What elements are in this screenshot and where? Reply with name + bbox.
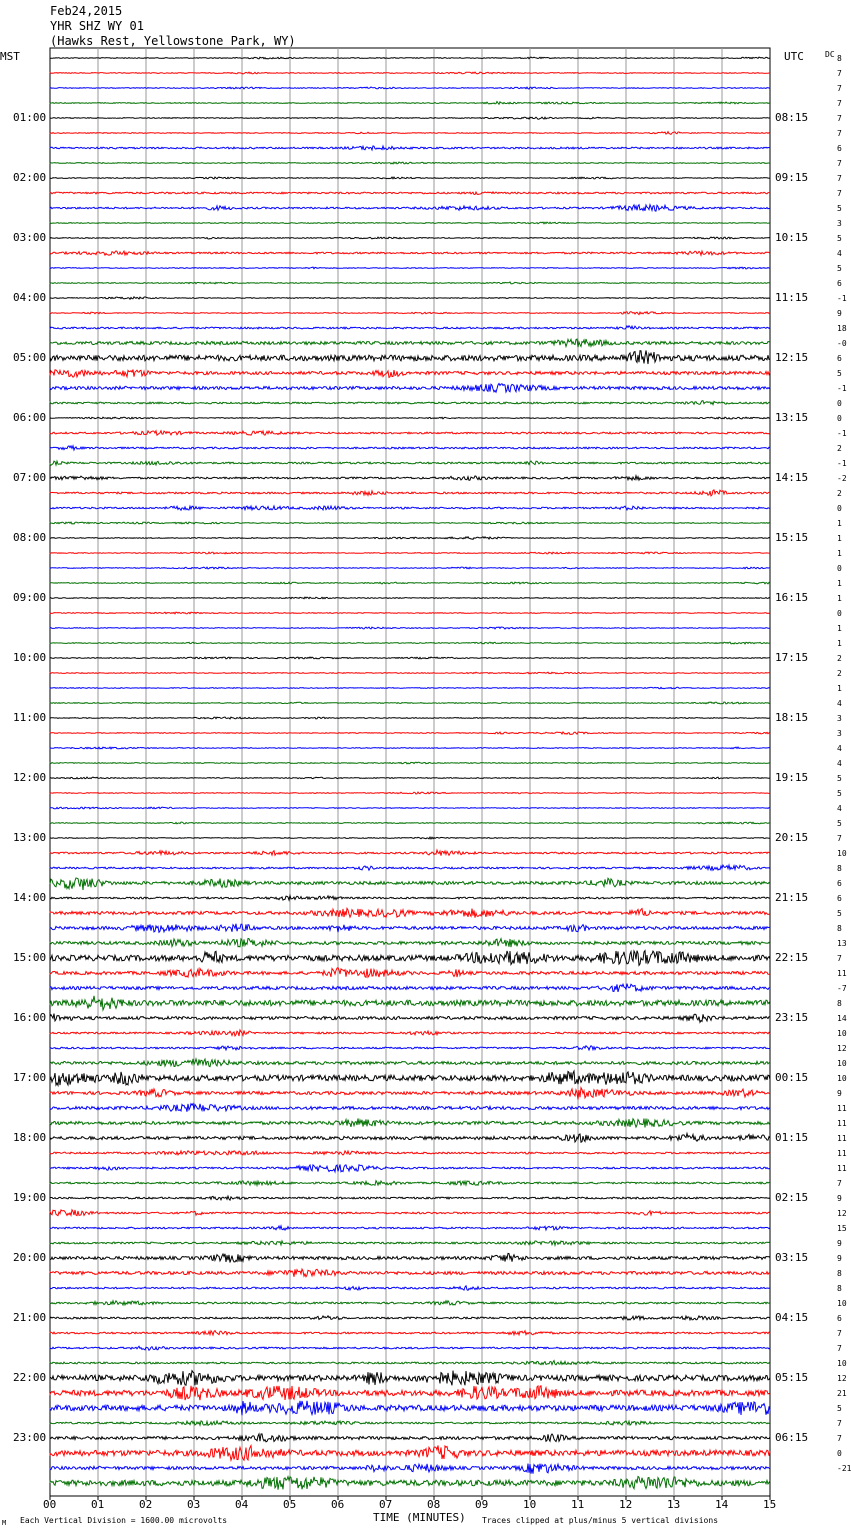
seismic-trace xyxy=(50,251,770,255)
utc-hour-label: 06:15 xyxy=(775,1431,809,1444)
utc-hour-label: 09:15 xyxy=(775,171,809,184)
dc-offset-value: 7 xyxy=(837,84,842,93)
seismic-trace xyxy=(50,747,770,749)
dc-offset-value: 11 xyxy=(837,1104,847,1113)
dc-offset-value: 1 xyxy=(837,684,842,693)
dc-offset-value: 0 xyxy=(837,609,842,618)
dc-offset-value: 7 xyxy=(837,1329,842,1338)
dc-offset-value: 7 xyxy=(837,834,842,843)
seismic-trace xyxy=(50,237,770,239)
seismic-trace xyxy=(50,732,770,735)
dc-offset-value: 0 xyxy=(837,504,842,513)
utc-hour-label: 01:15 xyxy=(775,1131,809,1144)
dc-offset-value: 5 xyxy=(837,1404,842,1413)
x-tick-label: 10 xyxy=(523,1498,537,1511)
seismic-trace xyxy=(50,177,770,179)
dc-offset-value: 7 xyxy=(837,189,842,198)
seismic-trace xyxy=(50,657,770,659)
seismic-trace xyxy=(50,1464,770,1474)
dc-offset-value: 7 xyxy=(837,1179,842,1188)
dc-offset-value: 5 xyxy=(837,819,842,828)
dc-offset-value: 11 xyxy=(837,1119,847,1128)
dc-offset-value: 15 xyxy=(837,1224,847,1233)
utc-hour-label: 21:15 xyxy=(775,891,809,904)
dc-offset-value: 7 xyxy=(837,129,842,138)
seismic-trace xyxy=(50,777,770,779)
utc-hour-label: 10:15 xyxy=(775,231,809,244)
dc-offset-value: 1 xyxy=(837,639,842,648)
seismic-trace xyxy=(50,1241,770,1245)
seismic-trace xyxy=(50,1446,770,1461)
dc-offset-value: 1 xyxy=(837,624,842,633)
seismic-trace xyxy=(50,72,770,74)
mst-hour-label: 10:00 xyxy=(13,651,47,664)
dc-offset-value: 0 xyxy=(837,564,842,573)
dc-offset-value: 11 xyxy=(837,1164,847,1173)
seismic-trace xyxy=(50,865,770,870)
seismic-trace xyxy=(50,522,770,524)
x-tick-label: 15 xyxy=(763,1498,777,1511)
dc-offset-value: 6 xyxy=(837,879,842,888)
seismic-trace xyxy=(50,267,770,269)
utc-hour-label: 08:15 xyxy=(775,111,809,124)
dc-offset-value: 6 xyxy=(837,894,842,903)
utc-hour-label: 02:15 xyxy=(775,1191,809,1204)
dc-offset-value: 3 xyxy=(837,219,842,228)
seismic-trace xyxy=(50,1134,770,1143)
seismic-trace xyxy=(50,924,770,933)
x-tick-label: 14 xyxy=(715,1498,729,1511)
seismic-trace xyxy=(50,326,770,329)
utc-hour-label: 15:15 xyxy=(775,531,809,544)
dc-offset-value: 5 xyxy=(837,264,842,273)
seismic-trace xyxy=(50,87,770,89)
seismic-trace xyxy=(50,431,770,435)
utc-hour-label: 18:15 xyxy=(775,711,809,724)
seismic-trace xyxy=(50,1088,770,1100)
station-location: (Hawks Rest, Yellowstone Park, WY) xyxy=(50,34,296,48)
dc-offset-value: 7 xyxy=(837,1434,842,1443)
seismic-trace xyxy=(50,582,770,584)
seismic-trace xyxy=(50,1181,770,1186)
dc-offset-value: 11 xyxy=(837,969,847,978)
seismic-trace xyxy=(50,1071,770,1085)
seismic-trace xyxy=(50,1286,770,1291)
mst-hour-label: 23:00 xyxy=(13,1431,47,1444)
dc-offset-value: 2 xyxy=(837,654,842,663)
seismic-trace xyxy=(50,351,770,365)
seismic-trace xyxy=(50,822,770,824)
seismic-trace xyxy=(50,1210,770,1216)
scale-note: Each Vertical Division = 1600.00 microvolts xyxy=(20,1516,228,1525)
utc-hour-label: 16:15 xyxy=(775,591,809,604)
dc-offset-value: -2 xyxy=(837,474,847,483)
dc-offset-value: 10 xyxy=(837,1074,847,1083)
seismic-trace xyxy=(50,627,770,629)
utc-hour-label: 11:15 xyxy=(775,291,809,304)
dc-offset-value: 10 xyxy=(837,1029,847,1038)
dc-offset-value: 8 xyxy=(837,54,842,63)
dc-offset-value: 1 xyxy=(837,534,842,543)
dc-offset-value: 10 xyxy=(837,1359,847,1368)
seismic-trace xyxy=(50,984,770,992)
dc-offset-value: 5 xyxy=(837,234,842,243)
dc-offset-value: 8 xyxy=(837,1269,842,1278)
seismic-trace xyxy=(50,417,770,419)
mst-hour-label: 13:00 xyxy=(13,831,47,844)
x-tick-label: 12 xyxy=(619,1498,633,1511)
seismic-trace xyxy=(50,192,770,195)
dc-offset-value: 4 xyxy=(837,744,842,753)
dc-offset-value: 5 xyxy=(837,369,842,378)
x-tick-label: 08 xyxy=(427,1498,441,1511)
seismic-trace xyxy=(50,1196,770,1200)
dc-offset-value: 10 xyxy=(837,849,847,858)
utc-hour-label: 22:15 xyxy=(775,951,809,964)
dc-offset-value: 8 xyxy=(837,1284,842,1293)
dc-offset-value: 5 xyxy=(837,774,842,783)
mst-hour-label: 22:00 xyxy=(13,1371,47,1384)
clip-note: Traces clipped at plus/minus 5 vertical divisions xyxy=(482,1516,719,1525)
x-tick-label: 07 xyxy=(379,1498,393,1511)
footer-mark: M xyxy=(2,1519,7,1527)
seismic-trace xyxy=(50,1269,770,1277)
seismic-trace xyxy=(50,57,770,59)
seismic-trace xyxy=(50,837,770,839)
dc-offset-value: 9 xyxy=(837,1089,842,1098)
dc-offset-value: 0 xyxy=(837,1449,842,1458)
dc-offset-value: 3 xyxy=(837,729,842,738)
seismic-trace xyxy=(50,1371,770,1386)
right-timezone-label: UTC xyxy=(784,50,804,63)
seismic-trace xyxy=(50,506,770,510)
seismic-trace xyxy=(50,807,770,809)
seismic-trace xyxy=(50,297,770,299)
seismic-trace xyxy=(50,717,770,719)
seismic-trace xyxy=(50,1331,770,1335)
seismic-trace xyxy=(50,1119,770,1128)
utc-hour-label: 17:15 xyxy=(775,651,809,664)
dc-offset-value: 21 xyxy=(837,1389,847,1398)
mst-hour-label: 11:00 xyxy=(13,711,47,724)
utc-hour-label: 12:15 xyxy=(775,351,809,364)
dc-offset-value: 13 xyxy=(837,939,847,948)
mst-hour-label: 04:00 xyxy=(13,291,47,304)
x-tick-label: 05 xyxy=(283,1498,297,1511)
dc-offset-value: 6 xyxy=(837,354,842,363)
mst-hour-label: 06:00 xyxy=(13,411,47,424)
mst-hour-label: 02:00 xyxy=(13,171,47,184)
seismic-trace xyxy=(50,597,770,599)
mst-hour-label: 14:00 xyxy=(13,891,47,904)
mst-hour-label: 09:00 xyxy=(13,591,47,604)
dc-offset-value: 9 xyxy=(837,309,842,318)
dc-offset-value: 12 xyxy=(837,1044,847,1053)
seismic-trace xyxy=(50,162,770,164)
dc-offset-value: 8 xyxy=(837,864,842,873)
seismic-trace xyxy=(50,612,770,614)
x-axis-title: TIME (MINUTES) xyxy=(373,1511,466,1524)
seismic-trace xyxy=(50,222,770,224)
x-tick-label: 11 xyxy=(571,1498,585,1511)
seismic-trace xyxy=(50,896,770,901)
dc-offset-value: 0 xyxy=(837,399,842,408)
seismic-trace xyxy=(50,702,770,704)
dc-offset-value: 0 xyxy=(837,414,842,423)
x-tick-label: 02 xyxy=(139,1498,153,1511)
dc-offset-header: DC xyxy=(825,50,835,59)
seismic-trace xyxy=(50,205,770,211)
dc-offset-value: 11 xyxy=(837,1149,847,1158)
seismic-trace xyxy=(50,1165,770,1172)
seismic-trace xyxy=(50,996,770,1010)
seismic-trace xyxy=(50,537,770,540)
dc-offset-value: -1 xyxy=(837,429,847,438)
dc-offset-value: 14 xyxy=(837,1014,847,1023)
seismic-trace xyxy=(50,102,770,105)
dc-offset-value: 7 xyxy=(837,174,842,183)
dc-offset-value: -7 xyxy=(837,984,847,993)
dc-offset-value: -1 xyxy=(837,459,847,468)
dc-offset-value: 3 xyxy=(837,714,842,723)
seismic-trace xyxy=(50,132,770,135)
seismic-trace xyxy=(50,1477,770,1490)
dc-offset-value: 8 xyxy=(837,999,842,1008)
seismic-trace xyxy=(50,687,770,689)
x-tick-label: 00 xyxy=(43,1498,57,1511)
dc-offset-value: -21 xyxy=(837,1464,851,1473)
seismic-trace xyxy=(50,1346,770,1350)
seismic-trace xyxy=(50,282,770,284)
dc-offset-value: 7 xyxy=(837,1344,842,1353)
seismic-trace xyxy=(50,939,770,948)
seismic-trace xyxy=(50,1253,770,1262)
seismic-trace xyxy=(50,370,770,378)
utc-hour-label: 19:15 xyxy=(775,771,809,784)
mst-hour-label: 07:00 xyxy=(13,471,47,484)
seismic-trace xyxy=(50,1401,770,1416)
seismic-trace xyxy=(50,384,770,393)
x-tick-label: 06 xyxy=(331,1498,345,1511)
dc-offset-value: 10 xyxy=(837,1059,847,1068)
seismic-trace xyxy=(50,1316,770,1320)
seismic-trace xyxy=(50,567,770,569)
dc-offset-value: 7 xyxy=(837,1419,842,1428)
x-tick-label: 04 xyxy=(235,1498,249,1511)
dc-offset-value: 2 xyxy=(837,489,842,498)
dc-offset-value: 12 xyxy=(837,1209,847,1218)
utc-hour-label: 05:15 xyxy=(775,1371,809,1384)
utc-hour-label: 23:15 xyxy=(775,1011,809,1024)
mst-hour-label: 20:00 xyxy=(13,1251,47,1264)
seismic-trace xyxy=(50,1059,770,1067)
seismic-trace xyxy=(50,1104,770,1112)
chart-date: Feb24,2015 xyxy=(50,4,123,18)
dc-offset-value: 7 xyxy=(837,99,842,108)
seismic-trace xyxy=(50,968,770,978)
station-name: YHR SHZ WY 01 xyxy=(50,19,144,33)
dc-offset-value: 2 xyxy=(837,444,842,453)
dc-offset-value: 9 xyxy=(837,1239,842,1248)
x-tick-label: 09 xyxy=(475,1498,489,1511)
seismic-trace xyxy=(50,1046,770,1050)
x-tick-label: 13 xyxy=(667,1498,681,1511)
x-tick-label: 01 xyxy=(91,1498,105,1511)
dc-offset-value: -0 xyxy=(837,339,847,348)
mst-hour-label: 16:00 xyxy=(13,1011,47,1024)
dc-offset-value: 4 xyxy=(837,759,842,768)
seismic-trace xyxy=(50,339,770,347)
x-tick-label: 03 xyxy=(187,1498,201,1511)
seismic-trace xyxy=(50,762,770,764)
mst-hour-label: 17:00 xyxy=(13,1071,47,1084)
mst-hour-label: 15:00 xyxy=(13,951,47,964)
utc-hour-label: 00:15 xyxy=(775,1071,809,1084)
utc-hour-label: 20:15 xyxy=(775,831,809,844)
mst-hour-label: 21:00 xyxy=(13,1311,47,1324)
dc-offset-value: 7 xyxy=(837,114,842,123)
seismic-trace xyxy=(50,552,770,554)
dc-offset-value: 6 xyxy=(837,279,842,288)
dc-offset-value: 1 xyxy=(837,549,842,558)
utc-hour-label: 04:15 xyxy=(775,1311,809,1324)
mst-hour-label: 01:00 xyxy=(13,111,47,124)
dc-offset-value: 7 xyxy=(837,69,842,78)
dc-offset-value: 2 xyxy=(837,669,842,678)
dc-offset-value: -1 xyxy=(837,384,847,393)
utc-hour-label: 14:15 xyxy=(775,471,809,484)
seismic-trace xyxy=(50,1226,770,1230)
dc-offset-value: 9 xyxy=(837,1194,842,1203)
dc-offset-value: -1 xyxy=(837,294,847,303)
plot-frame xyxy=(50,48,770,1496)
seismic-trace xyxy=(50,850,770,856)
seismic-trace xyxy=(50,1361,770,1365)
seismic-trace xyxy=(50,117,770,119)
dc-offset-value: 4 xyxy=(837,699,842,708)
dc-offset-value: 6 xyxy=(837,1314,842,1323)
dc-offset-value: 1 xyxy=(837,519,842,528)
dc-offset-value: 1 xyxy=(837,579,842,588)
seismic-trace xyxy=(50,908,770,917)
seismic-trace xyxy=(50,672,770,674)
dc-offset-value: 7 xyxy=(837,954,842,963)
seismic-trace xyxy=(50,1421,770,1426)
dc-offset-value: 5 xyxy=(837,909,842,918)
dc-offset-value: 6 xyxy=(837,144,842,153)
mst-hour-label: 12:00 xyxy=(13,771,47,784)
seismic-trace xyxy=(50,1030,770,1036)
seismic-trace xyxy=(50,1434,770,1442)
dc-offset-value: 4 xyxy=(837,804,842,813)
dc-offset-value: 5 xyxy=(837,789,842,798)
dc-offset-value: 18 xyxy=(837,324,847,333)
seismic-trace xyxy=(50,461,770,465)
mst-hour-label: 18:00 xyxy=(13,1131,47,1144)
seismic-trace xyxy=(50,1014,770,1023)
dc-offset-value: 4 xyxy=(837,249,842,258)
left-timezone-label: MST xyxy=(0,50,20,63)
dc-offset-value: 9 xyxy=(837,1254,842,1263)
dc-offset-value: 8 xyxy=(837,924,842,933)
dc-offset-value: 10 xyxy=(837,1299,847,1308)
seismic-trace xyxy=(50,476,770,481)
seismic-trace xyxy=(50,401,770,405)
seismic-trace xyxy=(50,146,770,150)
dc-offset-value: 12 xyxy=(837,1374,847,1383)
seismic-trace xyxy=(50,312,770,315)
dc-offset-value: 11 xyxy=(837,1134,847,1143)
dc-offset-value: 5 xyxy=(837,204,842,213)
utc-hour-label: 13:15 xyxy=(775,411,809,424)
dc-offset-value: 1 xyxy=(837,594,842,603)
mst-hour-label: 19:00 xyxy=(13,1191,47,1204)
mst-hour-label: 08:00 xyxy=(13,531,47,544)
seismic-trace xyxy=(50,1301,770,1305)
seismic-trace xyxy=(50,642,770,644)
seismic-trace xyxy=(50,446,770,450)
seismic-trace xyxy=(50,1151,770,1155)
seismic-trace xyxy=(50,951,770,966)
seismic-trace xyxy=(50,490,770,496)
seismic-trace xyxy=(50,792,770,794)
seismic-trace xyxy=(50,1386,770,1400)
dc-offset-value: 7 xyxy=(837,159,842,168)
seismic-trace xyxy=(50,878,770,890)
utc-hour-label: 03:15 xyxy=(775,1251,809,1264)
mst-hour-label: 05:00 xyxy=(13,351,47,364)
mst-hour-label: 03:00 xyxy=(13,231,47,244)
